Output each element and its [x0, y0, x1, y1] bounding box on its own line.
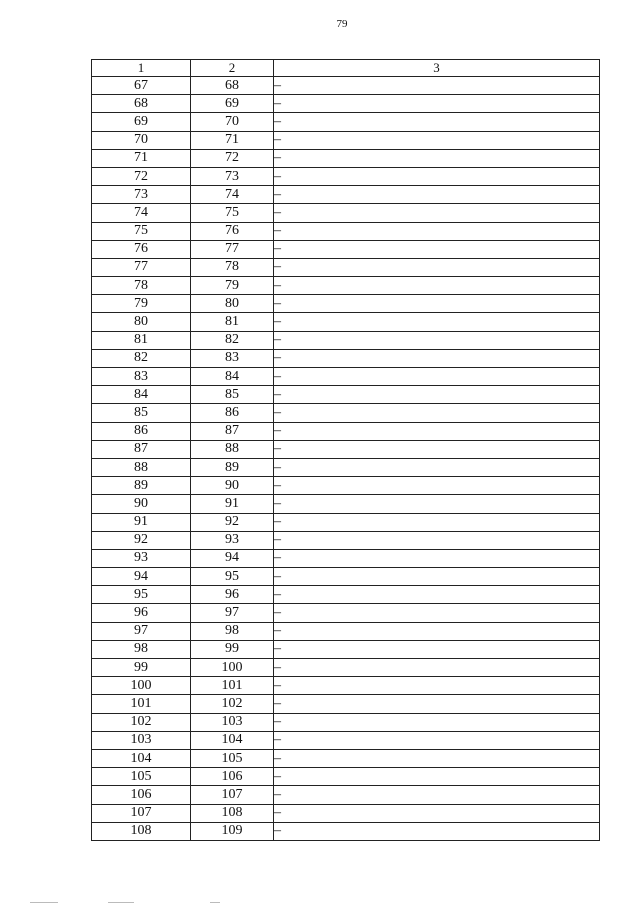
table-cell-col-1: 106: [92, 786, 191, 804]
table-cell-col-1: 100: [92, 677, 191, 695]
table-cell-col-1: 68: [92, 95, 191, 113]
table-cell-col-1: 90: [92, 495, 191, 513]
table-cell-col-2: 95: [191, 568, 274, 586]
table-cell-col-1: 98: [92, 640, 191, 658]
table-cell-col-3: –: [274, 295, 600, 313]
table-cell-col-2: 86: [191, 404, 274, 422]
table-row: [92, 422, 600, 440]
table-cell-col-2: 102: [191, 695, 274, 713]
table-cell-col-1: 104: [92, 749, 191, 767]
table-cell-col-1: 76: [92, 240, 191, 258]
table-cell-col-1: 74: [92, 204, 191, 222]
table-cell-col-3: –: [274, 167, 600, 185]
table-row: [92, 622, 600, 640]
table-cell-col-3: –: [274, 713, 600, 731]
table-cell-col-2: 104: [191, 731, 274, 749]
table-cell-col-2: 73: [191, 167, 274, 185]
table-cell-col-3: –: [274, 404, 600, 422]
table-cell-col-1: 105: [92, 768, 191, 786]
table-cell-col-3: –: [274, 786, 600, 804]
column-header-3: 3: [274, 60, 600, 77]
table-cell-col-3: –: [274, 749, 600, 767]
table-cell-col-2: 78: [191, 258, 274, 276]
table-row: [92, 458, 600, 476]
table-cell-col-2: 72: [191, 149, 274, 167]
table-cell-col-2: 93: [191, 531, 274, 549]
table-cell-col-1: 78: [92, 277, 191, 295]
table-row: [92, 349, 600, 367]
table-cell-col-2: 105: [191, 749, 274, 767]
table-cell-col-2: 101: [191, 677, 274, 695]
table-cell-col-3: –: [274, 131, 600, 149]
table-cell-col-3: –: [274, 495, 600, 513]
table-cell-col-3: –: [274, 440, 600, 458]
table-cell-col-1: 95: [92, 586, 191, 604]
table-row: [92, 549, 600, 567]
table-cell-col-1: 86: [92, 422, 191, 440]
table-cell-col-1: 107: [92, 804, 191, 822]
table-cell-col-1: 97: [92, 622, 191, 640]
table-cell-col-2: 100: [191, 659, 274, 677]
table-cell-col-1: 72: [92, 167, 191, 185]
table-cell-col-1: 94: [92, 568, 191, 586]
table-row: [92, 786, 600, 804]
table-cell-col-3: –: [274, 677, 600, 695]
table-cell-col-2: 76: [191, 222, 274, 240]
table-cell-col-2: 97: [191, 604, 274, 622]
table-cell-col-2: 99: [191, 640, 274, 658]
table-cell-col-2: 83: [191, 349, 274, 367]
table-cell-col-3: –: [274, 586, 600, 604]
table-cell-col-3: –: [274, 331, 600, 349]
table-row: [92, 477, 600, 495]
table-cell-col-1: 85: [92, 404, 191, 422]
table-row: [92, 659, 600, 677]
table-row: [92, 386, 600, 404]
table-header-row: [92, 60, 600, 77]
table-cell-col-3: –: [274, 622, 600, 640]
data-table: [91, 59, 600, 841]
table-cell-col-3: –: [274, 731, 600, 749]
table-cell-col-1: 69: [92, 113, 191, 131]
table-cell-col-1: 96: [92, 604, 191, 622]
table-row: [92, 731, 600, 749]
table-cell-col-2: 87: [191, 422, 274, 440]
table-row: [92, 495, 600, 513]
table-cell-col-3: –: [274, 349, 600, 367]
table-cell-col-1: 67: [92, 77, 191, 95]
table-row: [92, 368, 600, 386]
table-cell-col-1: 83: [92, 368, 191, 386]
table-cell-col-3: –: [274, 204, 600, 222]
table-row: [92, 149, 600, 167]
table-cell-col-2: 91: [191, 495, 274, 513]
table-cell-col-2: 71: [191, 131, 274, 149]
table-cell-col-3: –: [274, 186, 600, 204]
table-cell-col-3: –: [274, 222, 600, 240]
table-cell-col-2: 89: [191, 458, 274, 476]
table-cell-col-3: –: [274, 640, 600, 658]
table-row: [92, 768, 600, 786]
column-header-2: 2: [191, 60, 274, 77]
table-cell-col-2: 68: [191, 77, 274, 95]
table-row: [92, 258, 600, 276]
table-cell-col-3: –: [274, 695, 600, 713]
table-row: [92, 586, 600, 604]
table-cell-col-1: 77: [92, 258, 191, 276]
table-cell-col-1: 75: [92, 222, 191, 240]
table-cell-col-1: 70: [92, 131, 191, 149]
table-cell-col-2: 106: [191, 768, 274, 786]
table-cell-col-1: 92: [92, 531, 191, 549]
table-cell-col-2: 92: [191, 513, 274, 531]
table-cell-col-1: 87: [92, 440, 191, 458]
table-cell-col-2: 107: [191, 786, 274, 804]
table-cell-col-1: 91: [92, 513, 191, 531]
table-row: [92, 95, 600, 113]
table-cell-col-1: 99: [92, 659, 191, 677]
table-cell-col-3: –: [274, 659, 600, 677]
table-cell-col-1: 71: [92, 149, 191, 167]
table-cell-col-2: 84: [191, 368, 274, 386]
table-cell-col-2: 85: [191, 386, 274, 404]
table-cell-col-1: 102: [92, 713, 191, 731]
table-cell-col-1: 84: [92, 386, 191, 404]
table-cell-col-3: –: [274, 568, 600, 586]
table-cell-col-2: 74: [191, 186, 274, 204]
table-cell-col-1: 73: [92, 186, 191, 204]
table-cell-col-2: 69: [191, 95, 274, 113]
table-cell-col-3: –: [274, 804, 600, 822]
table-cell-col-2: 82: [191, 331, 274, 349]
table-cell-col-2: 103: [191, 713, 274, 731]
table-cell-col-2: 79: [191, 277, 274, 295]
table-cell-col-3: –: [274, 549, 600, 567]
table-row: [92, 713, 600, 731]
table-row: [92, 240, 600, 258]
table-row: [92, 277, 600, 295]
table-cell-col-3: –: [274, 477, 600, 495]
table-cell-col-2: 96: [191, 586, 274, 604]
table-row: [92, 77, 600, 95]
table-cell-col-3: –: [274, 368, 600, 386]
table-row: [92, 331, 600, 349]
table-cell-col-1: 108: [92, 822, 191, 840]
table-cell-col-2: 70: [191, 113, 274, 131]
table-row: [92, 695, 600, 713]
table-cell-col-2: 94: [191, 549, 274, 567]
table-cell-col-1: 103: [92, 731, 191, 749]
table-cell-col-3: –: [274, 113, 600, 131]
table-cell-col-3: –: [274, 77, 600, 95]
table-cell-col-3: –: [274, 95, 600, 113]
table-cell-col-1: 101: [92, 695, 191, 713]
table-cell-col-3: –: [274, 313, 600, 331]
table-cell-col-2: 98: [191, 622, 274, 640]
table-row: [92, 295, 600, 313]
table-cell-col-2: 88: [191, 440, 274, 458]
table-cell-col-1: 82: [92, 349, 191, 367]
table-cell-col-3: –: [274, 258, 600, 276]
table-cell-col-3: –: [274, 822, 600, 840]
table-row: [92, 404, 600, 422]
table-row: [92, 677, 600, 695]
table-body: [92, 60, 600, 841]
table-row: [92, 822, 600, 840]
table-cell-col-2: 77: [191, 240, 274, 258]
table-row: [92, 568, 600, 586]
table-cell-col-1: 81: [92, 331, 191, 349]
table-row: [92, 804, 600, 822]
table-cell-col-3: –: [274, 240, 600, 258]
table-cell-col-3: –: [274, 277, 600, 295]
table-row: [92, 513, 600, 531]
table-cell-col-1: 89: [92, 477, 191, 495]
table-cell-col-3: –: [274, 513, 600, 531]
table-cell-col-2: 80: [191, 295, 274, 313]
table-cell-col-3: –: [274, 531, 600, 549]
table-row: [92, 440, 600, 458]
table-cell-col-1: 80: [92, 313, 191, 331]
table-cell-col-3: –: [274, 149, 600, 167]
table-row: [92, 204, 600, 222]
table-cell-col-3: –: [274, 604, 600, 622]
table-row: [92, 186, 600, 204]
table-cell-col-2: 75: [191, 204, 274, 222]
table-row: [92, 604, 600, 622]
table-cell-col-2: 108: [191, 804, 274, 822]
table-cell-col-3: –: [274, 768, 600, 786]
table-row: [92, 640, 600, 658]
table-row: [92, 167, 600, 185]
table-cell-col-1: 79: [92, 295, 191, 313]
table-cell-col-3: –: [274, 458, 600, 476]
table-cell-col-3: –: [274, 386, 600, 404]
table-row: [92, 531, 600, 549]
table-row: [92, 749, 600, 767]
column-header-1: 1: [92, 60, 191, 77]
table-row: [92, 313, 600, 331]
table-cell-col-1: 88: [92, 458, 191, 476]
table-cell-col-2: 109: [191, 822, 274, 840]
table-row: [92, 222, 600, 240]
table-row: [92, 113, 600, 131]
table-cell-col-2: 90: [191, 477, 274, 495]
table-cell-col-1: 93: [92, 549, 191, 567]
table-row: [92, 131, 600, 149]
page-number: 79: [336, 18, 348, 30]
table-cell-col-3: –: [274, 422, 600, 440]
table-cell-col-2: 81: [191, 313, 274, 331]
